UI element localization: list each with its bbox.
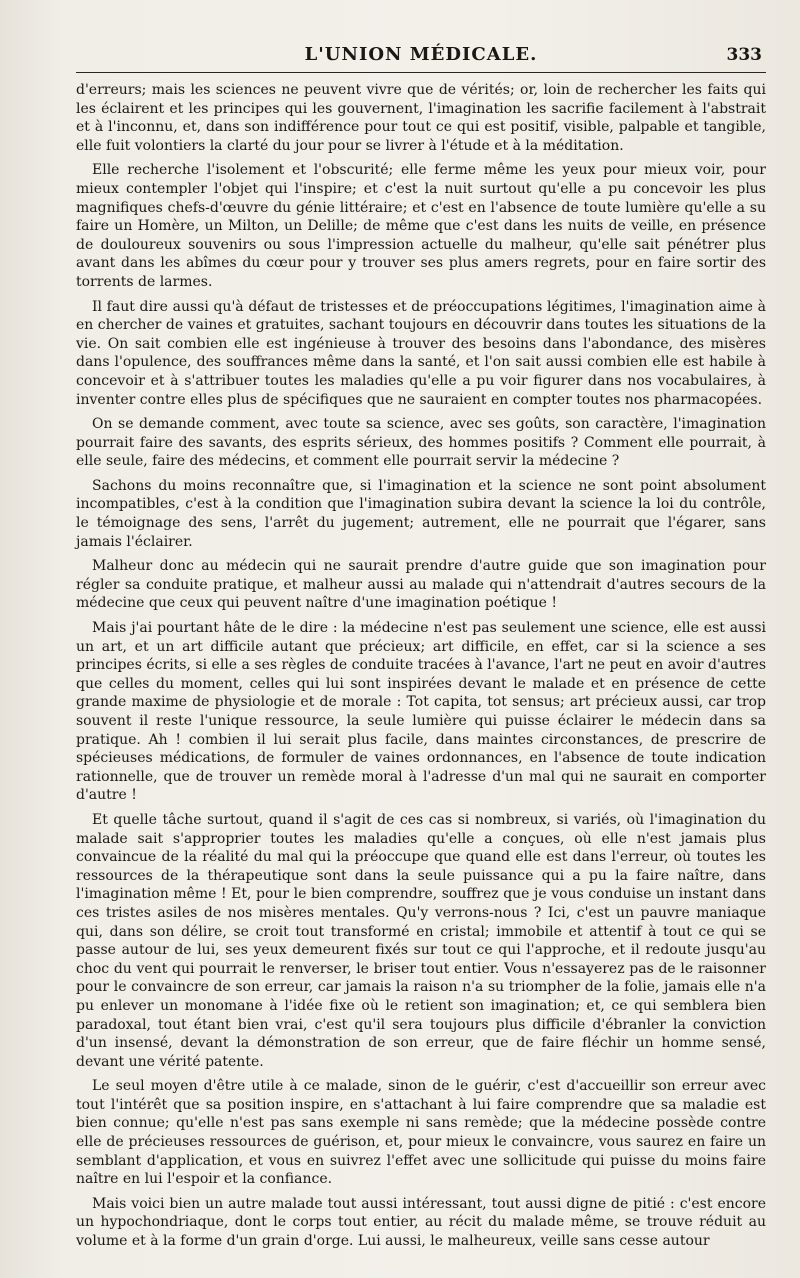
- paragraph-1: d'erreurs; mais les sciences ne peuvent vivre que de vérités; or, loin de rechercher les faits qui les éclairent et les principes qui les gouvernent, l'imagination les sacrifie facilement à l'abstrait et à l'inconnu, et, dans son indifférence pour tout ce qui est positif, visible, palpable et tangible, elle fuit volontiers la clarté du jour pour se livrer à l'étude et à la méditation.: [76, 82, 766, 154]
- page-header: [76, 42, 766, 73]
- paragraph-5: Sachons du moins reconnaître que, si l'imagination et la science ne sont point absolument incompatibles, c'est à la condition que l'imagination subira devant la science la loi du contrôle, le témoignage des sens, l'arrêt du jugement; autrement, elle ne pourrait que l'égarer, sans jamais l'éclairer.: [76, 477, 766, 550]
- paragraph-10: Mais voici bien un autre malade tout aussi intéressant, tout aussi digne de pitié : c'est encore un hypochondriaque, dont le corps tout entier, au récit du malade même, se trouve réduit au volume et à la forme d'un grain d'orge. Lui aussi, le malheureux, veille sans cesse autour: [76, 1195, 766, 1250]
- paragraph-2: Elle recherche l'isolement et l'obscurité; elle ferme même les yeux pour mieux voir, pour mieux contempler l'objet qui l'inspire; et c'est la nuit surtout qu'elle a pu concevoir les plus magnifiques chefs-d'œuvre du génie littéraire; et c'est en l'absence de toute lumière qu'elle a su faire un Homère, un Milton, un Delille; de même que c'est dans les nuits de veille, en présence de douloureux souvenirs ou sous l'impression actuelle du malheur, qu'elle sait pénétrer plus avant dans les abîmes du cœur pour y trouver ses plus amers regrets, pour en faire sortir des torrents de larmes.: [76, 162, 766, 290]
- paragraph-8: Et quelle tâche surtout, quand il s'agit de ces cas si nombreux, si variés, où l'imagination du malade sait s'approprier toutes les maladies qu'elle a conçues, où elle n'est jamais plus convaincue de la réalité du mal qui la préoccupe que quand elle est dans l'erreur, où toutes les ressources de la thérapeutique sont dans la seule puissance qui a pu la faire naître, dans l'imagination même ! Et, pour le bien comprendre, souffrez que je vous conduise un instant dans ces tristes asiles de nos misères mentales. Qu'y verrons-nous ? Ici, c'est un pauvre maniaque qui, dans son délire, se croit tout transformé en cristal; immobile et attentif à tout ce qui se passe autour de lui, ses yeux demeurent fixés sur tout ce qui l'approche, et il redoute jusqu'au choc du vent qui pourrait le renverser, le briser tout entier. Vous n'essayerez pas de le raisonner pour le convaincre de son erreur, car jamais la raison n'a su triompher de la folie, jamais elle n'a pu enlever un monomane à l'idée fixe où le retient son imagination; et, ce qui semblera bien paradoxal, tout étant bien vrai, c'est qu'il sera toujours plus difficile d'ébranler la conviction d'un insensé, devant la démonstration de son erreur, que de faire fléchir un homme sensé, devant une vérité patente.: [76, 811, 766, 1070]
- paragraph-7: Mais j'ai pourtant hâte de le dire : la médecine n'est pas seulement une science, elle est aussi un art, et un art difficile autant que précieux; art difficile, en effet, car si la science a ses principes écrits, si elle a ses règles de conduite tracées à l'avance, l'art ne peut en avoir d'autres que celles du moment, celles qui lui sont inspirées devant le malade et en présence de cette grande maxime de physiologie et de morale : Tot capita, tot sensus; art précieux aussi, car trop souvent il reste l'unique ressource, la seule lumière qui puisse éclairer le médecin dans sa pratique. Ah ! combien il lui serait plus facile, dans maintes circonstances, de prescrire de spécieuses médications, de formuler de vaines ordonnances, en l'absence de toute indication rationnelle, que de trouver un remède moral à l'adresse d'un mal qui ne saurait en comporter d'autre !: [76, 620, 766, 804]
- paragraph-6: Malheur donc au médecin qui ne saurait prendre d'autre guide que son imagination pour régler sa conduite pratique, et malheur aussi au malade qui n'attendrait d'autres secours de la médecine que ceux qui peuvent naître d'une imagination poétique !: [76, 558, 766, 612]
- running-title: L'UNION MÉDICALE.: [304, 44, 538, 65]
- page-number: 333: [726, 45, 762, 65]
- body-text: [76, 81, 766, 1251]
- paragraph-3: Il faut dire aussi qu'à défaut de tristesses et de préoccupations légitimes, l'imagination aime à en chercher de vaines et gratuites, sachant toujours en découvrir dans toutes les situations de la vie. On sait combien elle est ingénieuse à trouver des besoins dans l'abondance, des misères dans l'opulence, des souffrances même dans la santé, et l'on sait aussi combien elle est habile à concevoir et à s'attribuer toutes les maladies qu'elle a pu voir figurer dans nos vocabulaires, à inventer contre elles plus de spécifiques que ne sauraient en compter toutes nos pharmacopées.: [76, 298, 766, 408]
- paragraph-9: Le seul moyen d'être utile à ce malade, sinon de le guérir, c'est d'accueillir son erreur avec tout l'intérêt que sa position inspire, en s'attachant à lui faire comprendre que sa maladie est bien connue; qu'elle n'est pas sans exemple ni sans remède; que la médecine possède contre elle de précieuses ressources de guérison, et, pour mieux le convaincre, vous saurez en faire un semblant d'application, et vous en suivrez l'effet avec une sollicitude qui puisse du moins faire naître en lui l'espoir et la confiance.: [76, 1078, 766, 1188]
- paragraph-4: On se demande comment, avec toute sa science, avec ses goûts, son caractère, l'imagination pourrait faire des savants, des esprits sérieux, des hommes positifs ? Comment elle pourrait, à elle seule, faire des médecins, et comment elle pourrait servir la médecine ?: [76, 416, 766, 470]
